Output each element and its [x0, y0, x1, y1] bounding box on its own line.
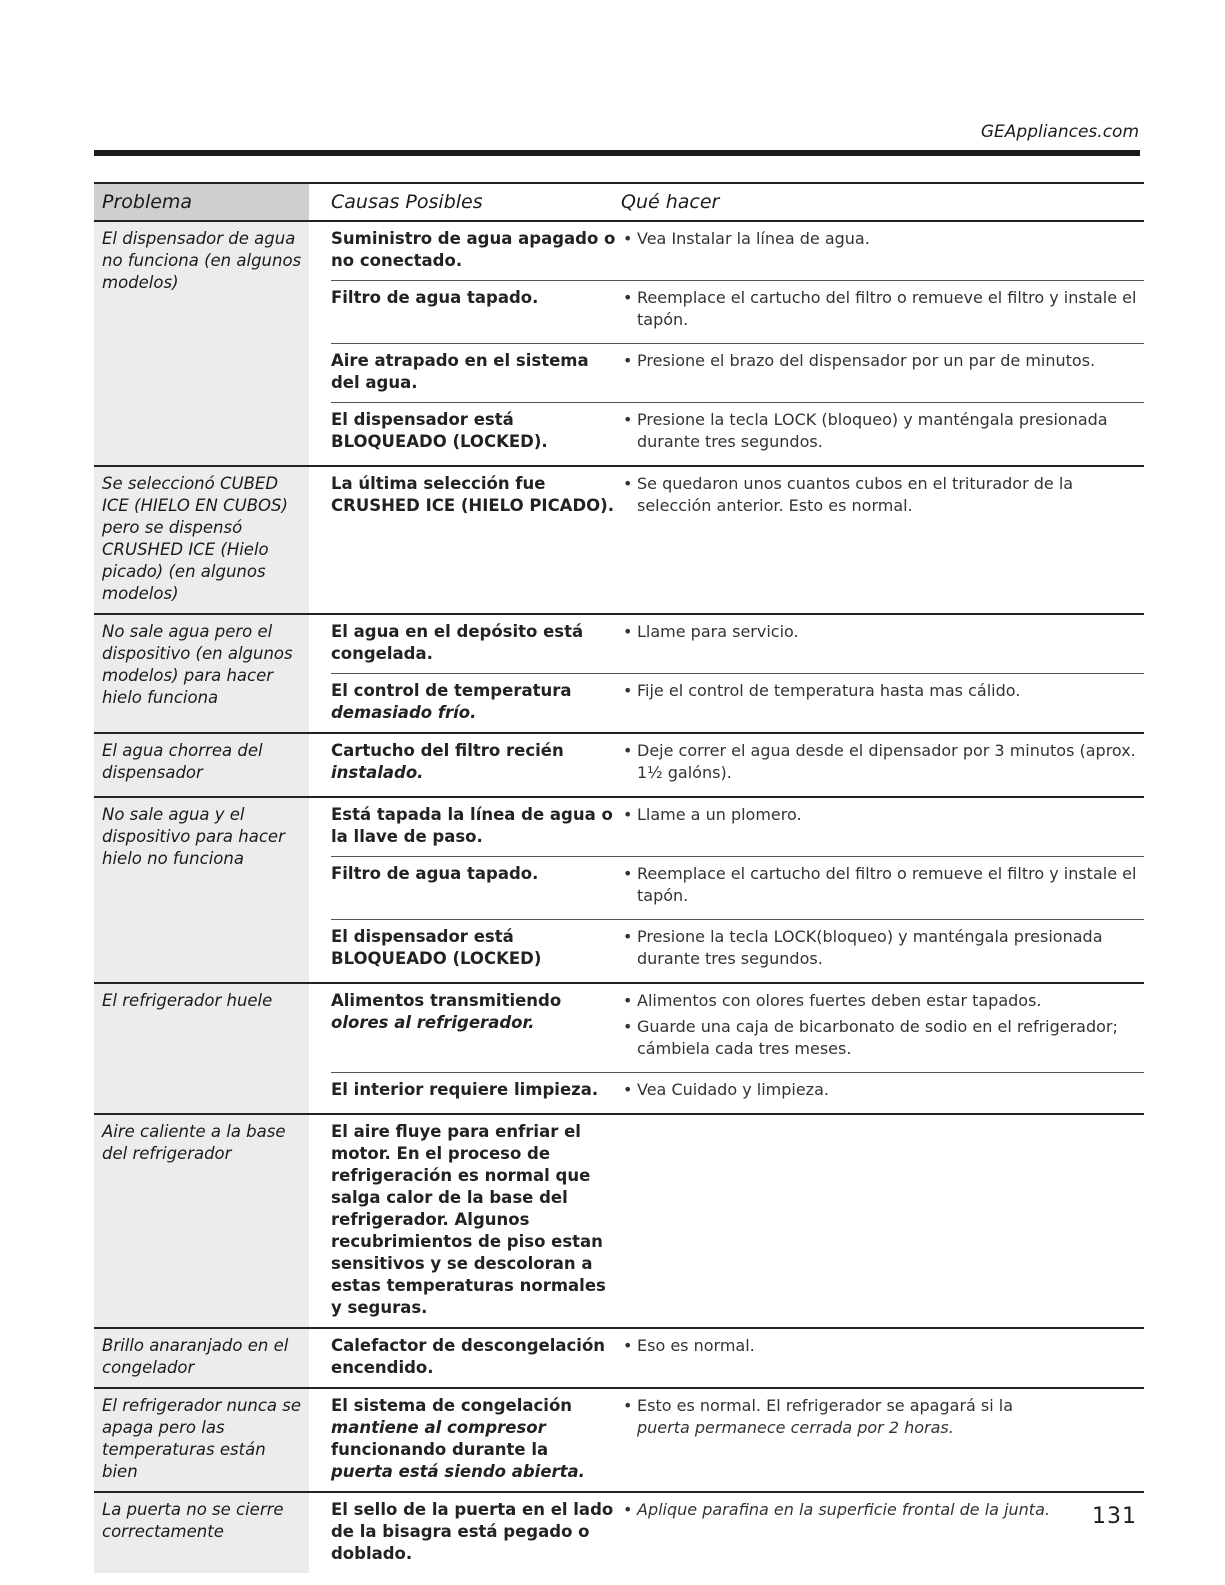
action-text-italic: puerta permanece cerrada por 2 horas. [637, 1418, 954, 1437]
cause-text: La última selección fue CRUSHED ICE (HIELO PICADO). [331, 474, 614, 515]
table-row [94, 615, 1144, 734]
cause-row [331, 615, 1144, 674]
cause-text-line: funcionando durante la [331, 1440, 549, 1459]
table-row [94, 984, 1144, 1115]
action-item: • Vea Instalar la línea de agua. [621, 228, 1144, 250]
action-item: • Llame para servicio. [621, 621, 1144, 643]
cause-text-italic: demasiado frío. [331, 703, 477, 722]
cause-text-italic: mantiene al compresor [331, 1418, 546, 1437]
cause-text-italic: puerta está siendo abierta. [331, 1462, 585, 1481]
site-url: GEAppliances.com [980, 122, 1139, 142]
action-item: • Se quedaron unos cuantos cubos en el triturador de la selección anterior. Esto es normal. [621, 473, 1144, 517]
action-item: • Aplique parafina en la superficie frontal de la junta. [621, 1499, 1144, 1521]
action-item: • Reemplace el cartucho del filtro o remueve el filtro y instale el tapón. [621, 287, 1144, 331]
action-item: • Presione la tecla LOCK (bloqueo) y manténgala presionada durante tres segundos. [621, 409, 1144, 453]
problem-cell: No sale agua pero el dispositivo (en algunos modelos) para hacer hielo funciona [94, 615, 309, 732]
action-item: • Deje correr el agua desde el dipensador por 3 minutos (aprox. 1½ galóns). [621, 740, 1144, 784]
action-item: • Llame a un plomero. [621, 804, 1144, 826]
action-item: • Vea Cuidado y limpieza. [621, 1079, 1144, 1101]
cause-text-line: El control de temperatura [331, 681, 572, 700]
cause-row [331, 344, 1144, 403]
table-row [94, 1329, 1144, 1389]
cause-row [331, 857, 1144, 920]
action-item: • Presione el brazo del dispensador por un par de minutos. [621, 350, 1144, 372]
cause-row [331, 734, 1144, 796]
cause-text: El agua en el depósito está congelada. [331, 622, 584, 663]
cause-text [331, 680, 621, 724]
problem-cell: La puerta no se cierre correctamente [94, 1493, 309, 1573]
cause-text: El dispensador está BLOQUEADO (LOCKED) [331, 927, 542, 968]
problem-cell: Se seleccionó CUBED ICE (HIELO EN CUBOS) pero se dispensó CRUSHED ICE (Hielo picado) (en algunos modelos) [94, 467, 309, 613]
cause-row [331, 1493, 1144, 1573]
problem-cell: No sale agua y el dispositivo para hacer hielo no funciona [94, 798, 309, 982]
cause-text-italic: olores al refrigerador. [331, 1013, 535, 1032]
cause-row [331, 1389, 1144, 1491]
table-row [94, 734, 1144, 798]
table-row [94, 1493, 1144, 1573]
troubleshooting-table [94, 182, 1144, 1573]
cause-row [331, 674, 1144, 732]
action-item: • Fije el control de temperatura hasta mas cálido. [621, 680, 1144, 702]
action-item: • Reemplace el cartucho del filtro o remueve el filtro y instale el tapón. [621, 863, 1144, 907]
problem-cell: Brillo anaranjado en el congelador [94, 1329, 309, 1387]
cause-text-italic: instalado. [331, 763, 424, 782]
cause-row [331, 1115, 1144, 1327]
cause-text: El dispensador está BLOQUEADO (LOCKED). [331, 410, 548, 451]
header-what: Qué hacer [621, 191, 720, 213]
cause-text: Filtro de agua tapado. [331, 288, 539, 307]
page-number: 131 [1092, 1504, 1137, 1529]
problem-cell: Aire caliente a la base del refrigerador [94, 1115, 309, 1327]
cause-row [331, 984, 1144, 1073]
cause-row [331, 281, 1144, 344]
cause-text [331, 1395, 621, 1483]
table-row [94, 1389, 1144, 1493]
action-item: • Alimentos con olores fuertes deben estar tapados. [621, 990, 1144, 1012]
cause-row [331, 1329, 1144, 1387]
table-header [94, 182, 1144, 222]
cause-text-line: Alimentos transmitiendo [331, 991, 562, 1010]
cause-row [331, 798, 1144, 857]
problem-cell: El agua chorrea del dispensador [94, 734, 309, 796]
top-rule [94, 150, 1140, 156]
table-row [94, 1115, 1144, 1329]
action-item: • Presione la tecla LOCK(bloqueo) y manténgala presionada durante tres segundos. [621, 926, 1144, 970]
cause-row [331, 467, 1144, 529]
action-item: • Guarde una caja de bicarbonato de sodio en el refrigerador; cámbiela cada tres meses. [621, 1016, 1144, 1060]
action-text: Esto es normal. El refrigerador se apagará si la [637, 1396, 1014, 1415]
cause-text: Calefactor de descongelación encendido. [331, 1336, 606, 1377]
cause-text [331, 740, 621, 788]
cause-text [331, 990, 621, 1064]
table-row [94, 222, 1144, 467]
cause-text: El sello de la puerta en el lado de la bisagra está pegado o doblado. [331, 1500, 614, 1563]
table-row [94, 798, 1144, 984]
action-item [621, 1395, 1144, 1439]
table-row [94, 467, 1144, 615]
header-problem: Problema [94, 184, 309, 220]
problem-cell: El dispensador de agua no funciona (en algunos modelos) [94, 222, 309, 465]
cause-row [331, 920, 1144, 982]
action-item: • Eso es normal. [621, 1335, 1144, 1357]
cause-text: Aire atrapado en el sistema del agua. [331, 351, 589, 392]
problem-cell: El refrigerador huele [94, 984, 309, 1113]
problem-cell: El refrigerador nunca se apaga pero las temperaturas están bien [94, 1389, 309, 1491]
cause-text-line: Cartucho del filtro recién [331, 741, 564, 760]
cause-text: El aire fluye para enfriar el motor. En el proceso de refrigeración es normal que salga calor de la base del refrigerador. Algunos recubrimientos de piso estan sensitivos y se descoloran a estas temperaturas normales y seguras. [331, 1122, 606, 1317]
cause-text: Filtro de agua tapado. [331, 864, 539, 883]
cause-row [331, 222, 1144, 281]
cause-text: Suministro de agua apagado o no conectado. [331, 229, 616, 270]
cause-row [331, 403, 1144, 465]
cause-row [331, 1073, 1144, 1113]
cause-text: Está tapada la línea de agua o la llave de paso. [331, 805, 613, 846]
cause-text-line: El sistema de congelación [331, 1396, 573, 1415]
header-causes: Causas Posibles [331, 191, 483, 213]
cause-text: El interior requiere limpieza. [331, 1080, 599, 1099]
